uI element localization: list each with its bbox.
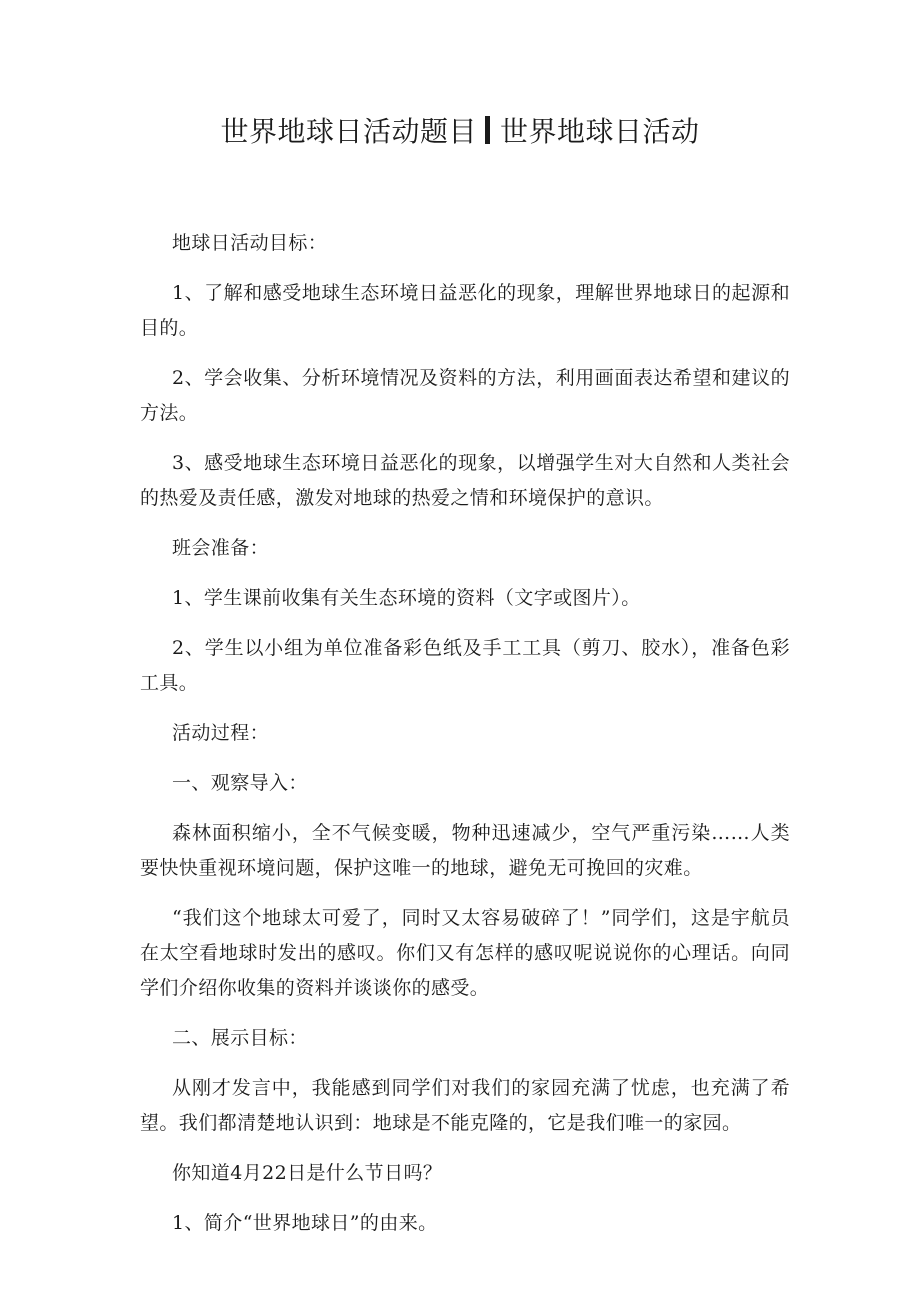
title-right: 世界地球日活动 bbox=[500, 115, 700, 148]
title-left: 世界地球日活动题目 bbox=[220, 115, 477, 148]
observe-paragraph-1: 森林面积缩小，全不气候变暖，物种迅速减少，空气严重污染……人类要快快重视环境问题，保护这唯一的地球，避免无可挽回的灾难。 bbox=[140, 822, 790, 879]
intro-item-1: 1、简介“世界地球日”的由来。 bbox=[172, 1212, 438, 1234]
observe-paragraph-2: “我们这个地球太可爱了，同时又太容易破碎了！”同学们，这是宇航员在太空看地球时发出的感叹。你们又有怎样的感叹呢说说你的心理话。向同学们介绍你收集的资料并谈谈你的感受。 bbox=[140, 907, 790, 999]
heading-preparation: 班会准备： bbox=[172, 537, 270, 559]
question-paragraph: 你知道4月22日是什么节日吗？ bbox=[172, 1162, 443, 1184]
preparation-item-1: 1、学生课前收集有关生态环境的资料（文字或图片）。 bbox=[172, 587, 641, 609]
section-goals-heading: 二、展示目标： bbox=[172, 1027, 308, 1049]
document-title bbox=[0, 112, 920, 152]
goals-paragraph: 从刚才发言中，我能感到同学们对我们的家园充满了忧虑，也充满了希望。我们都清楚地认识到：地球是不能克隆的，它是我们唯一的家园。 bbox=[140, 1077, 790, 1134]
goal-item-2: 2、学会收集、分析环境情况及资料的方法，利用画面表达希望和建议的方法。 bbox=[140, 367, 790, 424]
heading-process: 活动过程： bbox=[172, 722, 270, 744]
heading-goals: 地球日活动目标： bbox=[172, 232, 328, 254]
goal-item-3: 3、感受地球生态环境日益恶化的现象，以增强学生对大自然和人类社会的热爱及责任感，激发对地球的热爱之情和环境保护的意识。 bbox=[140, 452, 790, 509]
preparation-item-2: 2、学生以小组为单位准备彩色纸及手工工具（剪刀、胶水），准备色彩工具。 bbox=[140, 637, 790, 694]
section-observe-heading: 一、观察导入： bbox=[172, 772, 308, 794]
title-separator bbox=[485, 116, 490, 144]
goal-item-1: 1、了解和感受地球生态环境日益恶化的现象，理解世界地球日的起源和目的。 bbox=[140, 282, 790, 339]
document-body bbox=[140, 226, 790, 1256]
